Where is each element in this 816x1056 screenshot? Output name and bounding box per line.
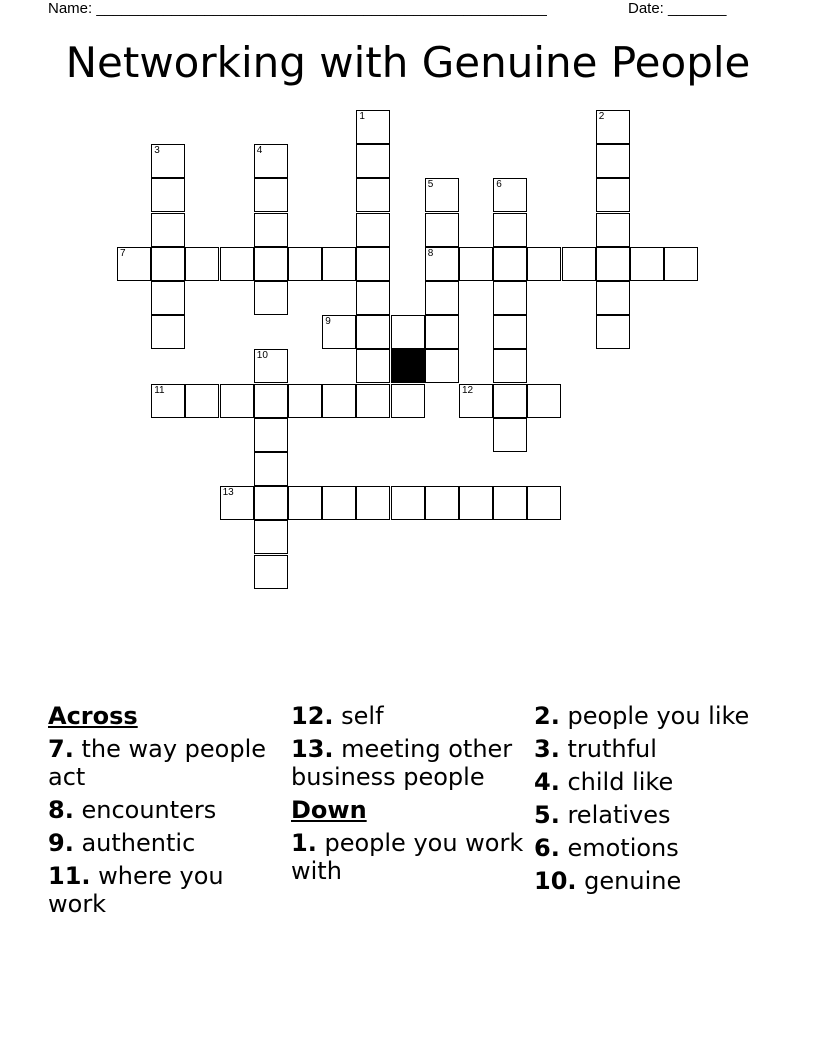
grid-cell[interactable]	[356, 144, 390, 178]
grid-cell[interactable]	[425, 349, 459, 383]
grid-cell[interactable]	[493, 486, 527, 520]
grid-cell[interactable]	[493, 213, 527, 247]
clue-column-3	[534, 702, 772, 900]
grid-cell[interactable]	[425, 178, 459, 212]
grid-cell[interactable]	[596, 247, 630, 281]
grid-cell[interactable]	[254, 486, 288, 520]
grid-cell[interactable]	[425, 213, 459, 247]
clue-down-4: 4. child like	[534, 768, 674, 796]
grid-cell[interactable]	[391, 384, 425, 418]
grid-cell-black	[391, 349, 425, 383]
grid-cell[interactable]	[459, 384, 493, 418]
grid-cell[interactable]	[322, 486, 356, 520]
down-heading: Down	[291, 796, 367, 824]
grid-cell[interactable]	[356, 213, 390, 247]
grid-cell[interactable]	[596, 213, 630, 247]
grid-cell[interactable]	[493, 178, 527, 212]
grid-cell[interactable]	[596, 110, 630, 144]
grid-cell[interactable]	[527, 384, 561, 418]
grid-cell[interactable]	[254, 418, 288, 452]
grid-cell[interactable]	[425, 247, 459, 281]
clue-down-2: 2. people you like	[534, 702, 750, 730]
grid-cell[interactable]	[288, 247, 322, 281]
grid-cell[interactable]	[630, 247, 664, 281]
grid-cell[interactable]	[664, 247, 698, 281]
grid-cell[interactable]	[254, 281, 288, 315]
grid-cell[interactable]	[254, 144, 288, 178]
clue-down-5: 5. relatives	[534, 801, 671, 829]
grid-cell[interactable]	[493, 281, 527, 315]
grid-cell[interactable]	[151, 315, 185, 349]
grid-cell[interactable]	[459, 486, 493, 520]
grid-cell[interactable]	[356, 315, 390, 349]
grid-cell[interactable]	[151, 178, 185, 212]
grid-cell[interactable]	[185, 247, 219, 281]
cell-number: 11	[154, 384, 165, 396]
grid-cell[interactable]	[356, 178, 390, 212]
cell-number: 3	[154, 145, 160, 157]
grid-cell[interactable]	[493, 349, 527, 383]
grid-cell[interactable]	[220, 486, 254, 520]
grid-cell[interactable]	[596, 144, 630, 178]
cell-number: 12	[462, 384, 474, 396]
grid-cell[interactable]	[356, 110, 390, 144]
across-heading: Across	[48, 702, 138, 730]
grid-cell[interactable]	[425, 281, 459, 315]
grid-cell[interactable]	[322, 247, 356, 281]
grid-cell[interactable]	[151, 281, 185, 315]
grid-cell[interactable]	[254, 555, 288, 589]
grid-cell[interactable]	[527, 486, 561, 520]
grid-cell[interactable]	[391, 486, 425, 520]
clue-across-7: 7. the way people act	[48, 735, 267, 791]
grid-cell[interactable]	[288, 486, 322, 520]
grid-cell[interactable]	[527, 247, 561, 281]
cell-number: 10	[256, 350, 268, 362]
clue-down-10: 10. genuine	[534, 867, 682, 895]
clue-across-12: 12. self	[291, 702, 384, 730]
grid-cell[interactable]	[596, 281, 630, 315]
grid-cell[interactable]	[288, 384, 322, 418]
cell-number: 5	[427, 179, 434, 191]
clue-down-6: 6. emotions	[534, 834, 679, 862]
clue-column-1	[48, 702, 286, 923]
grid-cell[interactable]	[596, 178, 630, 212]
grid-cell[interactable]	[356, 349, 390, 383]
cell-number: 1	[359, 111, 365, 122]
grid-cell[interactable]	[254, 349, 288, 383]
grid-cell[interactable]	[425, 486, 459, 520]
cell-number: 8	[427, 247, 434, 259]
cell-number: 6	[496, 179, 502, 191]
grid-cell[interactable]	[151, 384, 185, 418]
grid-cell[interactable]	[117, 247, 151, 281]
clue-across-13: 13. meeting other business people	[291, 735, 513, 791]
grid-cell[interactable]	[254, 247, 288, 281]
grid-cell[interactable]	[151, 144, 185, 178]
grid-cell[interactable]	[356, 486, 390, 520]
clue-across-8: 8. encounters	[48, 796, 217, 824]
grid-cell[interactable]	[493, 418, 527, 452]
grid-cell[interactable]	[254, 178, 288, 212]
page-title: Networking with Genuine People	[65, 38, 751, 87]
grid-cell[interactable]	[151, 213, 185, 247]
clue-column-2	[291, 702, 529, 890]
grid-cell[interactable]	[493, 247, 527, 281]
grid-cell[interactable]	[185, 384, 219, 418]
name-field[interactable]: Name: ______________________________________________________	[48, 0, 547, 17]
grid-cell[interactable]	[493, 315, 527, 349]
grid-cell[interactable]	[254, 452, 288, 486]
clue-across-11: 11. where you work	[48, 862, 224, 918]
grid-cell[interactable]	[254, 384, 288, 418]
grid-cell[interactable]	[425, 315, 459, 349]
grid-cell[interactable]	[220, 247, 254, 281]
cell-number: 7	[120, 247, 126, 259]
cell-number: 4	[256, 145, 263, 157]
grid-cell[interactable]	[322, 384, 356, 418]
cell-number: 9	[325, 316, 331, 328]
grid-cell[interactable]	[493, 384, 527, 418]
grid-cell[interactable]	[459, 247, 493, 281]
clue-down-1: 1. people you work with	[291, 829, 524, 885]
clue-down-3: 3. truthful	[534, 735, 657, 763]
grid-cell[interactable]	[356, 281, 390, 315]
grid-cell[interactable]	[391, 315, 425, 349]
grid-cell[interactable]	[562, 247, 596, 281]
grid-cell[interactable]	[596, 315, 630, 349]
cell-number: 13	[222, 487, 234, 499]
grid-cell[interactable]	[322, 315, 356, 349]
grid-cell[interactable]	[151, 247, 185, 281]
grid-cell[interactable]	[254, 213, 288, 247]
cell-number: 2	[598, 111, 605, 122]
grid-cell[interactable]	[356, 247, 390, 281]
clue-across-9: 9. authentic	[48, 829, 196, 857]
grid-cell[interactable]	[356, 384, 390, 418]
grid-cell[interactable]	[220, 384, 254, 418]
grid-cell[interactable]	[254, 520, 288, 554]
date-field[interactable]: Date: _______	[628, 0, 727, 17]
